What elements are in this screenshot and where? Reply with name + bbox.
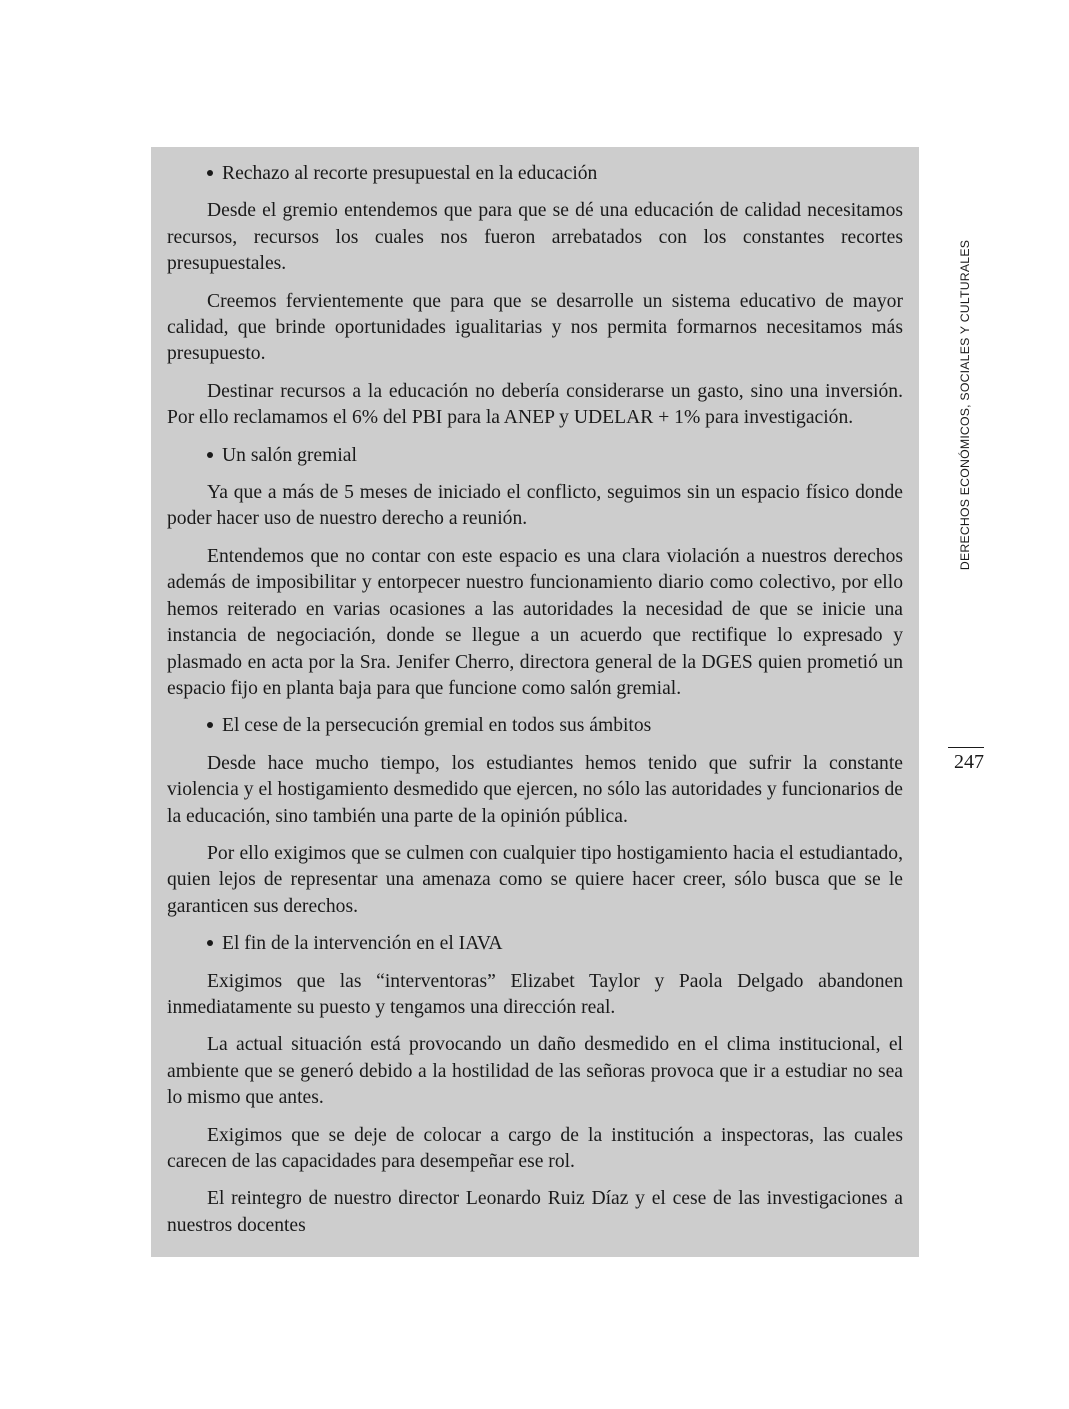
bullet-item xyxy=(207,443,903,469)
paragraph: Exigimos que se deje de colocar a cargo de la institución a inspectoras, las cuales carecen de las capacidades para desempeñar ese rol. xyxy=(167,1124,903,1172)
paragraph: Creemos fervientemente que para que se desarrolle un sistema educativo de mayor calidad, que brinde oportunidades igualitarias y nos permita formarnos necesitamos más presupuesto. xyxy=(167,290,903,365)
bullet-item xyxy=(207,931,903,957)
bullet-text: Rechazo al recorte presupuestal en la educación xyxy=(222,163,598,184)
bullet-dot-icon xyxy=(207,722,213,728)
paragraph: Por ello exigimos que se culmen con cualquier tipo hostigamiento hacia el estudiantado, quien lejos de representar una amenaza como se quiere hacer creer, sólo busca que se le garanticen sus derechos. xyxy=(167,842,903,917)
bullet-dot-icon xyxy=(207,940,213,946)
bullet-text: Un salón gremial xyxy=(222,444,357,466)
paragraph: Desde hace mucho tiempo, los estudiantes hemos tenido que sufrir la constante violencia y el hostigamiento desmedido que ejercen, no sólo las autoridades y funcionarios de la educación, sino también una parte de la opinión pública. xyxy=(167,752,903,827)
bullet-dot-icon xyxy=(207,170,213,176)
paragraph: La actual situación está provocando un daño desmedido en el clima institucional, el ambiente que se generó debido a la hostilidad de las señoras provoca que ir a estudiar no sea lo mismo que antes. xyxy=(167,1034,903,1109)
page-number: 247 xyxy=(954,751,984,773)
bullet-dot-icon xyxy=(207,452,213,458)
paragraph: Destinar recursos a la educación no debería considerarse un gasto, sino una inversión. Por ello reclamamos el 6% del PBI para la ANEP y UDELAR + 1% para investigación. xyxy=(167,380,903,429)
bullet-text: El fin de la intervención en el IAVA xyxy=(222,933,503,955)
page-number-rule xyxy=(948,747,984,748)
bullet-item xyxy=(207,713,903,739)
paragraph: Ya que a más de 5 meses de iniciado el conflicto, seguimos sin un espacio físico donde poder hacer uso de nuestro derecho a reunión. xyxy=(167,482,903,530)
highlight-box xyxy=(151,147,919,1257)
bullet-item xyxy=(207,161,903,187)
paragraph: Entendemos que no contar con este espacio es una clara violación a nuestros derechos además de imposibilitar y entorpecer nuestro funcionamiento diario como colectivo, por ello hemos reiterado en varias ocasiones a las autoridades la necesidad de que se inicie una instancia de negociación, donde se llegue a un acuerdo que rectifique lo expresado y plasmado en acta por la Sra. Jenifer Cherro, directora general de la DGES quien prometió un espacio fijo en planta baja para que funcione como salón gremial. xyxy=(167,545,903,699)
section-title: DERECHOS ECONÓMICOS, SOCIALES Y CULTURALES xyxy=(958,239,972,571)
paragraph: Exigimos que las “interventoras” Elizabet Taylor y Paola Delgado abandonen inmediatamente su puesto y tengamos una dirección real. xyxy=(167,970,903,1018)
paragraph: El reintegro de nuestro director Leonardo Ruiz Díaz y el cese de las investigaciones a nuestros docentes xyxy=(167,1188,903,1236)
bullet-text: El cese de la persecución gremial en todos sus ámbitos xyxy=(222,715,652,737)
box-content xyxy=(167,161,903,1239)
paragraph: Desde el gremio entendemos que para que se dé una educación de calidad necesitamos recursos, recursos los cuales nos fueron arrebatados con los constantes recortes presupuestales. xyxy=(167,200,903,275)
